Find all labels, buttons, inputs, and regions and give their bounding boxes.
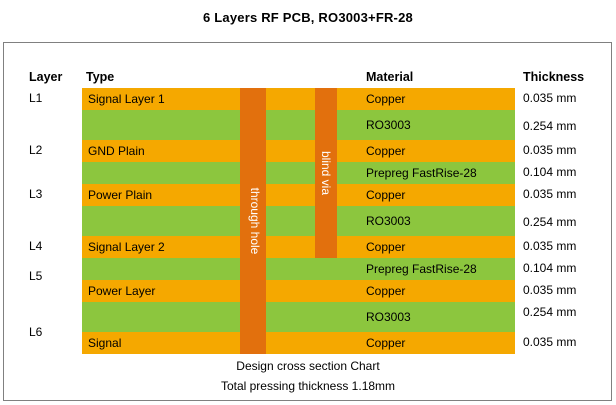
footer-caption-line1: Design cross section Chart <box>236 359 380 373</box>
stack-row <box>82 184 515 206</box>
row-type: Power Plain <box>88 188 153 202</box>
row-material: Copper <box>366 188 406 202</box>
stack-row <box>82 302 515 332</box>
row-material: RO3003 <box>366 214 411 228</box>
row-thickness: 0.035 mm <box>523 335 577 349</box>
stack-row <box>82 236 515 258</box>
row-thickness: 0.104 mm <box>523 165 577 179</box>
row-type: Power Layer <box>88 284 156 298</box>
row-layer-label: L3 <box>29 187 43 201</box>
row-material: RO3003 <box>366 118 411 132</box>
row-material: Copper <box>366 284 406 298</box>
row-material: Prepreg FastRise-28 <box>366 262 477 276</box>
row-material: Prepreg FastRise-28 <box>366 166 477 180</box>
row-material: RO3003 <box>366 310 411 324</box>
row-type: GND Plain <box>88 144 145 158</box>
row-thickness: 0.035 mm <box>523 283 577 297</box>
row-layer-label: L5 <box>29 269 43 283</box>
row-material: Copper <box>366 336 406 350</box>
row-thickness: 0.104 mm <box>523 261 577 275</box>
row-layer-label: L4 <box>29 239 43 253</box>
row-thickness: 0.254 mm <box>523 305 577 319</box>
stack-row <box>82 88 515 110</box>
row-material: Copper <box>366 240 406 254</box>
page-title: 6 Layers RF PCB, RO3003+FR-28 <box>203 10 413 25</box>
row-thickness: 0.035 mm <box>523 187 577 201</box>
column-header-layer: Layer <box>29 70 63 84</box>
row-material: Copper <box>366 92 406 106</box>
column-header-type: Type <box>86 70 115 84</box>
column-header-thickness: Thickness <box>523 70 585 84</box>
stack-row <box>82 110 515 140</box>
stack-row <box>82 140 515 162</box>
stack-row <box>82 280 515 302</box>
stack-row <box>82 162 515 184</box>
row-type: Signal <box>88 336 122 350</box>
stack-row <box>82 258 515 280</box>
row-type: Signal Layer 1 <box>88 92 165 106</box>
stack-row <box>82 206 515 236</box>
row-thickness: 0.035 mm <box>523 239 577 253</box>
row-layer-label: L2 <box>29 143 43 157</box>
through-hole-via-label: through hole <box>248 187 262 255</box>
column-header-material: Material <box>366 70 414 84</box>
blind-via-label: blind via <box>319 150 333 196</box>
row-layer-label: L1 <box>29 91 43 105</box>
stack-row <box>82 332 515 354</box>
footer-caption-line2: Total pressing thickness 1.18mm <box>220 379 396 393</box>
row-layer-label: L6 <box>29 325 43 339</box>
row-thickness: 0.035 mm <box>523 143 577 157</box>
row-thickness: 0.035 mm <box>523 91 577 105</box>
row-thickness: 0.254 mm <box>523 119 577 133</box>
row-material: Copper <box>366 144 406 158</box>
row-type: Signal Layer 2 <box>88 240 165 254</box>
row-thickness: 0.254 mm <box>523 215 577 229</box>
